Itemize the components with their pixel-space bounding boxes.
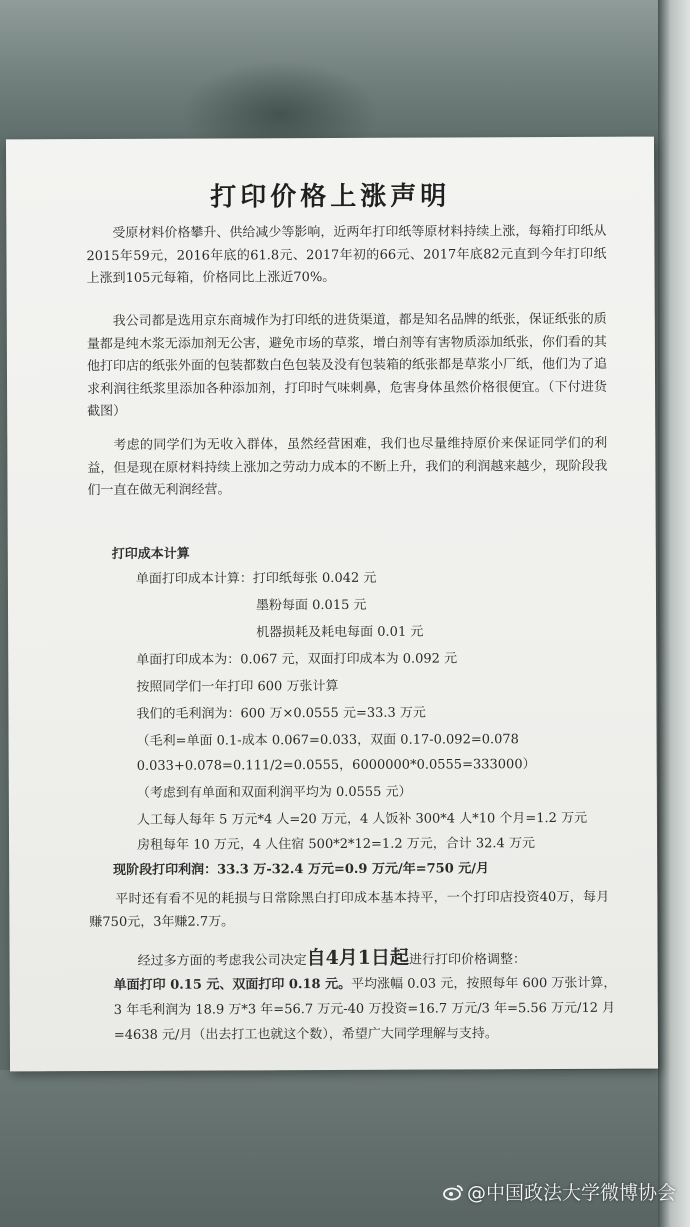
paragraph-price-rise: 受原材料价格攀升、供给减少等影响，近两年打印纸等原材料持续上涨，每箱打印纸从2015年59元，2016年底的61.8元、2017年初的66元、2017年底82元直到今年打印纸上涨到105元每箱，价格同比上涨近70%。 [86, 223, 607, 287]
paragraph-investment: 平时还有看不见的耗损与日常除黑白打印成本基本持平，一个打印店投资40万，每月赚750元，3年赚2.7万。 [89, 889, 610, 930]
watermark-text: @中国政法大学微博协会 [466, 1182, 676, 1204]
cost-line: （毛利=单面 0.1-成本 0.067=0.033，双面 0.17-0.092=0.078 [136, 732, 519, 749]
cost-line: 按照同学们一年打印 600 万张计算 [136, 678, 339, 695]
notice-title: 打印价格上涨声明 [210, 181, 451, 213]
cost-line: 单面打印成本计算：打印纸每张 0.042 元 [135, 570, 377, 587]
increase-text: 平均涨幅 0.03 元，按照每年 600 万张计算， [351, 975, 617, 992]
weibo-icon [442, 1183, 464, 1201]
closing-line: =4638 元/月（出去打工也就这个数），希望广大同学理解与支持。 [113, 1026, 498, 1043]
cost-line: 房租每年 10 万元，4 人住宿 500*2*12=1.2 万元，合计 32.4 万元 [137, 836, 535, 853]
notice-paper [6, 137, 658, 1072]
new-price-line [114, 973, 617, 997]
paragraph-paper-quality: 我公司都是选用京东商城作为打印纸的进货渠道，都是知名品牌的纸张，保证纸张的质量都是纯木浆无添加剂无公害，避免市场的草浆，增白剂等有害物质添加纸张，你们看的其他打印店的纸张外面的包装都数白色包装及没有包装箱的纸张都是草浆小厂纸，他们为了追求利润往纸浆里添加各种添加剂，打印时气味刺鼻，危害身体虽然价格很便宜。（下付进货截图） [86, 311, 608, 420]
cost-line: （考虑到有单面和双面利润平均为 0.0555 元） [136, 784, 412, 801]
cost-line: 机器损耗及耗电每面 0.01 元 [256, 624, 424, 641]
cost-heading: 打印成本计算 [111, 546, 190, 562]
cost-line: 0.033+0.078=0.111/2=0.0555，6000000*0.0555=333000） [136, 757, 536, 774]
cost-line: 墨粉每面 0.015 元 [255, 597, 367, 614]
decision-text: 经过多方面的考虑我公司决定 [137, 953, 307, 969]
decision-text-end: 进行打印价格调整： [408, 952, 527, 968]
effective-date: 自4月1日起 [306, 946, 410, 970]
cost-line: 我们的毛利润为：600 万×0.0555 元=33.3 万元 [136, 705, 426, 722]
cost-line: 人工每人每年 5 万元*4 人=20 万元，4 人饭补 300*4 人*10 个月=1.2 万元 [136, 810, 588, 828]
tree-reflection [180, 60, 380, 150]
decision-line [137, 943, 526, 976]
paragraph-no-profit: 考虑的同学们为无收入群体，虽然经营困难，我们也尽量维持原价来保证同学们的利益，但是现在原材料持续上涨加之劳动力成本的不断上升，我们的利润越来越少，现阶段我们一直在做无利润经营。 [87, 435, 608, 499]
profit-calc-line: 3 年毛利润为 18.9 万*3 年=56.7 万元-40 万投资=16.7 万元/3 年=5.56 万元/12 月 [113, 1000, 616, 1018]
cost-line: 单面打印成本为：0.067 元，双面打印成本为 0.092 元 [136, 651, 458, 668]
weibo-watermark [442, 1178, 676, 1205]
new-price-text: 单面打印 0.15 元、双面打印 0.18 元。 [113, 976, 352, 993]
current-profit-line: 现阶段打印利润：33.3 万-32.4 万元=0.9 万元/年=750 元/月 [113, 861, 490, 878]
door-frame [658, 0, 690, 1227]
